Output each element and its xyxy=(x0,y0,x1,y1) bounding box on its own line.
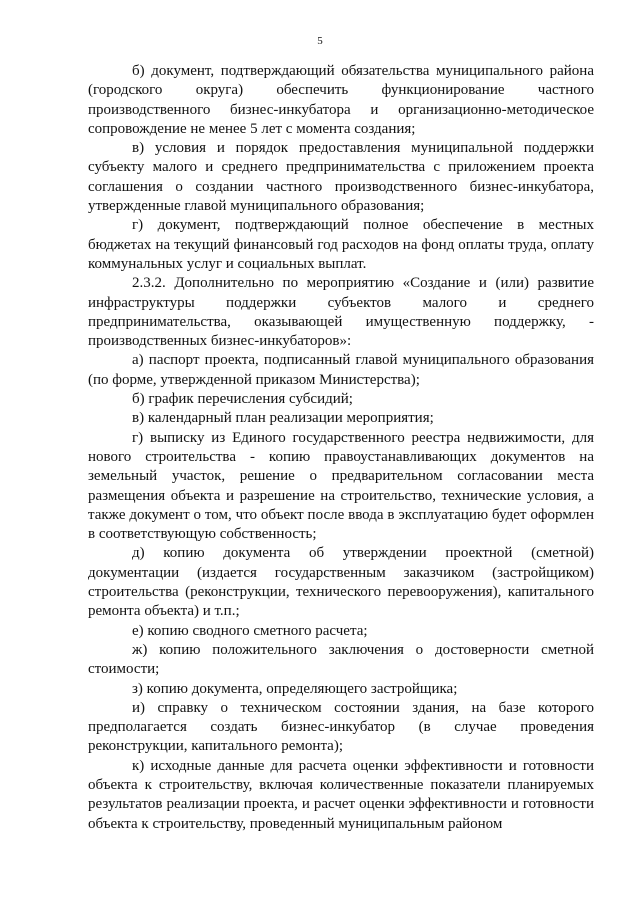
paragraph-2-3-2-heading: 2.3.2. Дополнительно по мероприятию «Создание и (или) развитие инфраструктуры поддержки субъектов малого и среднего предпринимательства, оказывающей имущественную поддержку, - производственных бизнес-инкубаторов»: xyxy=(88,275,594,350)
paragraph-a-project-passport: а) паспорт проекта, подписанный главой муниципального образования (по форме, утвержденной приказом Министерства); xyxy=(88,352,594,388)
paragraph-g-registry-extract: г) выписку из Единого государственного реестра недвижимости, для нового строительства - копию правоустанавливающих документов на земельный участок, решение о предварительном согласовании места размещения объекта и разрешение на строительство, технические условия, а также документ о том, что объект после ввода в эксплуатацию будет оформлен в соответствующую собственность; xyxy=(88,429,594,543)
paragraph-e-estimate-copy: е) копию сводного сметного расчета; xyxy=(132,622,368,639)
paragraph-v-support-conditions: в) условия и порядок предоставления муниципальной поддержки субъекту малого и среднего предпринимательства с приложением проекта соглашения о создании частного производственного бизнес-инкубатора, утвержденные главой муниципального образования; xyxy=(88,140,594,215)
document-body xyxy=(88,62,594,834)
page-number: 5 xyxy=(317,35,323,47)
paragraph-k-efficiency-data: к) исходные данные для расчета оценки эффективности и готовности объекта к строительству, включая количественные показатели планируемых результатов реализации проекта, и расчет оценки эффективности и готовности объекта к строительству, проведенный муниципальным районом xyxy=(88,757,594,832)
paragraph-zh-estimate-conclusion: ж) копию положительного заключения о достоверности сметной стоимости; xyxy=(88,641,594,678)
paragraph-v-calendar-plan: в) календарный план реализации мероприятия; xyxy=(132,410,434,427)
paragraph-z-developer-document: з) копию документа, определяющего застройщика; xyxy=(132,680,458,697)
paragraph-i-building-condition: и) справку о техническом состоянии здания, на базе которого предполагается создать бизнес-инкубатор (в случае проведения реконструкции, капитального ремонта); xyxy=(88,699,594,755)
paragraph-d-design-approval: д) копию документа об утверждении проектной (сметной) документации (издается государственным заказчиком (застройщиком) строительства (реконструкции, технического перевооружения), капитального ремонта объекта) и т.п.; xyxy=(88,545,594,620)
paragraph-b-subsidy-schedule: б) график перечисления субсидий; xyxy=(132,391,353,408)
paragraph-b-obligations: б) документ, подтверждающий обязательства муниципального района (городского округа) обеспечить функционирование частного производственного бизнес-инкубатора и организационно-методическое сопровождение не менее 5 лет с момента создания; xyxy=(88,63,594,137)
paragraph-g-budget-document: г) документ, подтверждающий полное обеспечение в местных бюджетах на текущий финансовый год расходов на фонд оплаты труда, оплату коммунальных услуг и социальных выплат. xyxy=(88,217,594,272)
